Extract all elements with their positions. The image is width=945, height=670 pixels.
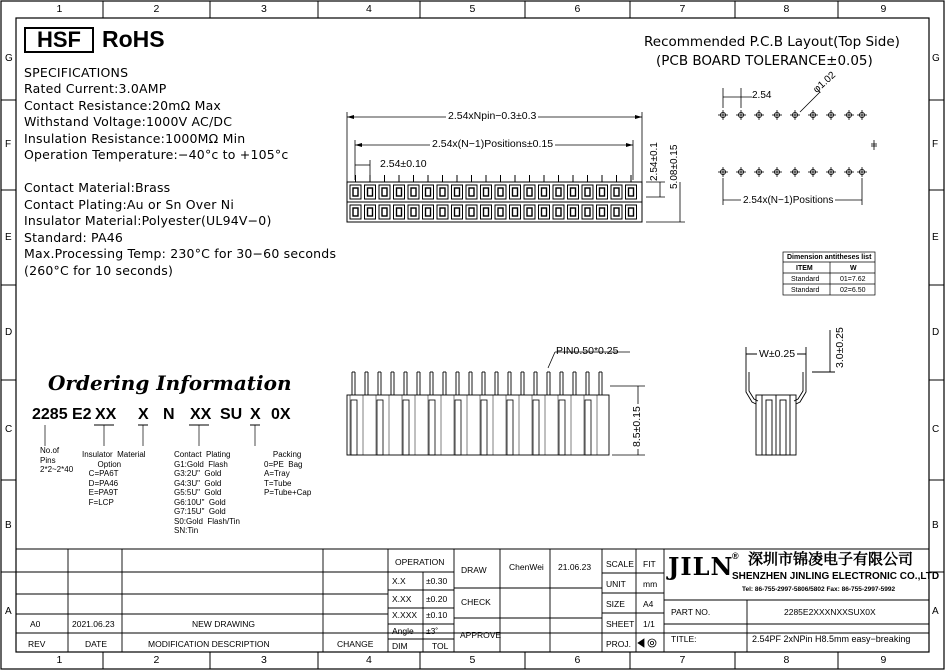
- positions-dim: 2.54x(N−1)Positions±0.15: [432, 138, 554, 150]
- part-number-label: PART NO.: [671, 607, 711, 617]
- dim-table-row: 02=6.50: [840, 287, 866, 294]
- draw-date: 21.06.23: [558, 562, 592, 572]
- description-header: MODIFICATION DESCRIPTION: [148, 639, 270, 649]
- grid-row-label: B: [5, 520, 12, 531]
- unit-value: mm: [643, 579, 658, 589]
- grid-row-label: C: [932, 424, 940, 435]
- sheet-value: 1/1: [643, 619, 655, 629]
- scale-value: FIT: [643, 559, 656, 569]
- title-value: 2.54PF 2xNPin H8.5mm easy−breaking: [752, 634, 911, 644]
- grid-row-label: F: [932, 139, 939, 150]
- rev-header: REV: [28, 639, 46, 649]
- grid-row-label: A: [932, 606, 939, 617]
- grid-col-label: 3: [261, 654, 267, 666]
- pcb-layout-view: [718, 110, 867, 177]
- dim-table-title: Dimension antitheses list: [787, 254, 872, 261]
- spec-line: Insulation Resistance:1000MΩ Min: [24, 130, 246, 146]
- draw-label: DRAW: [461, 565, 487, 575]
- dim-table-row: 01=7.62: [840, 276, 866, 283]
- dim-label: DIM: [392, 641, 408, 651]
- date-header: DATE: [85, 639, 108, 649]
- pitch-dim: 2.54±0.10: [380, 158, 427, 170]
- approve-label: APPROVE: [460, 630, 502, 640]
- grid-col-label: 4: [366, 3, 372, 15]
- ordering-code-part: SU: [220, 406, 243, 423]
- material-line: (260°C for 10 seconds): [24, 262, 174, 278]
- dim-table-row: Standard: [791, 276, 820, 283]
- rohs-mark: RoHS: [102, 26, 165, 52]
- grid-row-label: G: [932, 53, 940, 64]
- pcb-layout-title: Recommended P.C.B Layout(Top Side): [644, 34, 900, 50]
- material-line: Contact Plating:Au or Sn Over Ni: [24, 196, 235, 212]
- ordering-code-part: N: [163, 406, 175, 423]
- scale-label: SCALE: [606, 559, 634, 569]
- grid-row-label: A: [5, 606, 12, 617]
- company-name-cn: 深圳市锦凌电子有限公司: [748, 550, 914, 568]
- side-view: [347, 372, 609, 455]
- company-contact: Tel: 86-755-2997-5806/5802 Fax: 86-755-2997-5992: [742, 586, 896, 593]
- spec-line: Withstand Voltage:1000V AC/DC: [24, 114, 233, 129]
- grid-row-label: D: [5, 326, 13, 338]
- pcb-pitch-dim: 2.54: [752, 90, 772, 101]
- dim-table-row: Standard: [791, 287, 820, 294]
- height-dim: 5.08±0.15: [669, 144, 680, 189]
- pcb-tolerance: (PCB BOARD TOLERANCE±0.05): [656, 53, 873, 69]
- unit-label: UNIT: [606, 579, 626, 589]
- part-number-value: 2285E2XXXNXXSUX0X: [784, 607, 876, 617]
- rev-description: NEW DRAWING: [192, 619, 255, 629]
- projection-symbol: [638, 639, 656, 647]
- size-label: SIZE: [606, 599, 625, 609]
- ordering-code-part: X: [138, 406, 149, 423]
- material-line: Standard: PA46: [24, 229, 124, 245]
- proj-label: PROJ.: [606, 639, 632, 649]
- spec-line: Rated Current:3.0AMP: [24, 81, 167, 96]
- hsf-mark: HSF: [24, 27, 94, 53]
- grid-col-label: 9: [880, 654, 887, 666]
- change-header: CHANGE: [337, 639, 374, 649]
- grid-col-label: 5: [469, 654, 476, 666]
- grid-col-label: 2: [153, 654, 160, 666]
- grid-row-label: G: [5, 53, 13, 64]
- rev-value: A0: [30, 619, 41, 629]
- grid-col-label: 1: [56, 3, 63, 15]
- grid-col-label: 2: [153, 3, 160, 15]
- legend-insulator: Insulator Material Option C=PA6T D=PA46 E=PA9T F=LCP: [82, 450, 146, 507]
- rev-date: 2021.06.23: [72, 619, 115, 629]
- tolerance-value: ±0.10: [426, 610, 448, 620]
- tolerance-dim: X.XXX: [392, 610, 418, 620]
- operation-label: OPERATION: [395, 557, 445, 567]
- check-label: CHECK: [461, 597, 491, 607]
- grid-col-label: 9: [880, 3, 887, 15]
- tolerance-dim: Angle: [392, 626, 414, 636]
- tolerance-value: ±0.20: [426, 594, 448, 604]
- ordering-code-part: X: [250, 406, 261, 423]
- ordering-code-part: 0X: [271, 406, 291, 423]
- grid-col-label: 8: [783, 654, 790, 666]
- legend-plating: Contact Plating G1:Gold Flash G3:2U" Gold G4:3U" Gold G5:5U" Gold G6:10U" Gold G7:15U" Gold S0:Gold Flash/Tin SN:Tin: [174, 450, 240, 535]
- tolerance-value: ±0.30: [426, 576, 448, 586]
- title-label: TITLE:: [671, 634, 697, 644]
- size-value: A4: [643, 599, 654, 609]
- grid-row-label: C: [5, 424, 13, 435]
- grid-col-label: 1: [56, 654, 63, 666]
- sheet-label: SHEET: [606, 619, 635, 629]
- ordering-code-part: XX: [95, 406, 117, 423]
- spec-line: Operation Temperature:−40°c to +105°c: [24, 147, 289, 162]
- ordering-code-part: XX: [190, 406, 212, 423]
- grid-col-label: 6: [574, 654, 581, 666]
- pcb-positions-dim: 2.54x(N−1)Positions: [743, 195, 834, 206]
- grid-col-label: 4: [366, 654, 372, 666]
- width-dim: W±0.25: [759, 348, 796, 360]
- row-pitch-dim: 2.54±0.1: [649, 142, 660, 181]
- tolerance-dim: X.XX: [392, 594, 412, 604]
- grid-row-label: E: [5, 231, 12, 243]
- specifications-heading: SPECIFICATIONS: [24, 65, 129, 80]
- material-line: Max.Processing Temp: 230°C for 30−60 seconds: [24, 246, 337, 261]
- material-line: Insulator Material:Polyester(UL94V−0): [24, 213, 272, 228]
- dim-table-header-w: W: [850, 265, 857, 272]
- grid-col-label: 7: [679, 3, 686, 15]
- registered-mark: ®: [732, 551, 739, 561]
- side-height-dim: 8.5±0.15: [631, 406, 643, 447]
- grid-col-label: 5: [469, 3, 476, 15]
- material-line: Contact Material:Brass: [24, 180, 171, 195]
- front-view: [347, 175, 642, 222]
- grid-row-label: F: [5, 139, 12, 150]
- overall-length-dim: 2.54xNpin−0.3±0.3: [448, 110, 537, 122]
- grid-row-label: E: [932, 231, 939, 243]
- grid-col-label: 6: [574, 3, 581, 15]
- grid-col-label: 3: [261, 3, 267, 15]
- grid-col-label: 7: [679, 654, 686, 666]
- legend-pins: No.of Pins 2*2~2*40: [40, 446, 74, 474]
- ordering-code-part: E2: [72, 406, 92, 423]
- ordering-title: Ordering Information: [48, 371, 292, 395]
- tolerance-dim: X.X: [392, 576, 406, 586]
- legend-packing: Packing 0=PE Bag A=Tray T=Tube P=Tube+Cap: [264, 450, 312, 497]
- tol-label: TOL: [432, 641, 449, 651]
- tolerance-value: ±3˚: [426, 626, 439, 636]
- grid-row-label: D: [932, 326, 940, 338]
- spec-line: Contact Resistance:20mΩ Max: [24, 97, 222, 113]
- pin-size-dim: PIN0.50*0.25: [556, 345, 619, 357]
- grid-col-label: 8: [783, 3, 790, 15]
- company-logo: JILN: [668, 552, 734, 581]
- ordering-code-part: 2285: [32, 406, 68, 423]
- company-name-en: SHENZHEN JINLING ELECTRONIC CO.,LTD: [732, 571, 940, 582]
- pcb-hole-dim: φ1.02: [811, 69, 838, 96]
- drawer-name: ChenWei: [509, 562, 544, 572]
- end-height-dim: 3.0±0.25: [834, 327, 846, 368]
- grid-row-label: B: [932, 520, 939, 531]
- dim-table-header-item: ITEM: [796, 265, 813, 272]
